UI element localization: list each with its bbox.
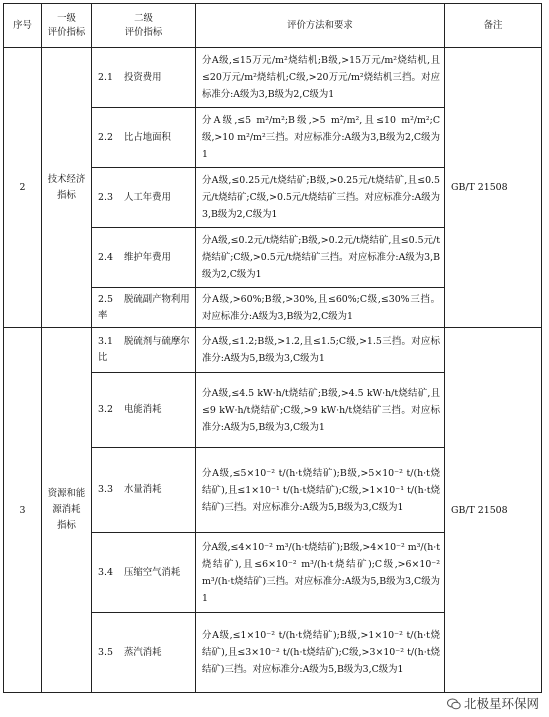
cell-no: 2 [4, 48, 42, 328]
wechat-icon [447, 698, 461, 710]
cell-level2 [92, 168, 196, 228]
item-number: 2.3 [98, 191, 113, 203]
header-level2: 二级 评价指标 [92, 4, 196, 48]
header-method: 评价方法和要求 [196, 4, 445, 48]
cell-level2 [92, 373, 196, 448]
item-number: 3.4 [98, 566, 113, 578]
cell-method: 分A级,≤0.25元/t烧结矿;B级,>0.25元/t烧结矿,且≤0.5元/t烧结矿;C级,>0.5元/t烧结矿三挡。对应标准分:A级为3,B级为2,C级为1 [196, 168, 445, 228]
cell-level2 [92, 613, 196, 693]
item-name: 投资费用 [124, 71, 162, 83]
table-row [4, 48, 542, 108]
header-no: 序号 [4, 4, 42, 48]
cell-method: 分A级,≤15万元/m²烧结机;B级,>15万元/m²烧结机,且≤20万元/m²烧结机;C级,>20万元/m²烧结机三挡。对应标准分:A级为3,B级为2,C级为1 [196, 48, 445, 108]
item-name: 压缩空气消耗 [124, 566, 181, 578]
cell-level2 [92, 48, 196, 108]
cell-method: 分A级,≤4.5 kW·h/t烧结矿;B级,>4.5 kW·h/t烧结矿,且≤9 kW·h/t烧结矿;C级,>9 kW·h/t烧结矿三挡。对应标准分:A级为5,B级为3,C级为1 [196, 373, 445, 448]
item-name: 人工年费用 [124, 191, 171, 203]
item-number: 3.2 [98, 404, 113, 415]
cell-method: 分A级,≤5×10⁻² t/(h·t烧结矿);B级,>5×10⁻² t/(h·t烧结矿),且≤1×10⁻¹ t/(h·t烧结矿);C级,>1×10⁻¹ t/(h·t烧结矿)三挡。对应标准分:A级为5,B级为3,C级为1 [196, 448, 445, 533]
item-name: 脱硫剂与硫摩尔比 [98, 336, 190, 363]
header-level1: 一级 评价指标 [42, 4, 92, 48]
cell-level2 [92, 448, 196, 533]
cell-level2 [92, 328, 196, 373]
item-name: 比占地面积 [124, 131, 171, 143]
cell-note: GB/T 21508 [445, 48, 542, 328]
watermark [445, 693, 541, 713]
item-name: 电能消耗 [124, 404, 162, 415]
cell-level1: 资源和能源消耗 指标 [42, 328, 92, 693]
item-name: 脱硫副产物利用率 [98, 293, 190, 321]
header-row [4, 4, 542, 48]
cell-method: 分A级,≤4×10⁻² m³/(h·t烧结矿);B级,>4×10⁻² m³/(h·t烧结矿),且≤6×10⁻² m³/(h·t烧结矿);C级,>6×10⁻² m³/(h·t烧结矿)三挡。对应标准分:A级为5,B级为3,C级为1 [196, 533, 445, 613]
item-number: 3.1 [98, 336, 113, 347]
item-number: 2.4 [98, 251, 113, 263]
item-number: 3.5 [98, 646, 113, 658]
item-number: 3.3 [98, 484, 113, 495]
cell-level2 [92, 108, 196, 168]
header-note: 备注 [445, 4, 542, 48]
item-number: 2.2 [98, 131, 113, 143]
cell-method: 分A级,≤1.2;B级,>1.2,且≤1.5;C级,>1.5三挡。对应标准分:A级为5,B级为3,C级为1 [196, 328, 445, 373]
cell-level2 [92, 228, 196, 288]
cell-method: 分A级,≤0.2元/t烧结矿;B级,>0.2元/t烧结矿,且≤0.5元/t烧结矿;C级,>0.5元/t烧结矿三挡。对应标准分:A级为3,B级为2,C级为1 [196, 228, 445, 288]
cell-level2 [92, 288, 196, 328]
table-row [4, 328, 542, 373]
item-number: 2.5 [98, 293, 113, 305]
item-name: 蒸汽消耗 [124, 646, 162, 658]
cell-note: GB/T 21508 [445, 328, 542, 693]
cell-method: 分A级,≤5 m²/m²;B级,>5 m²/m²,且≤10 m²/m²;C级,>10 m²/m²三挡。对应标准分:A级为3,B级为2,C级为1 [196, 108, 445, 168]
cell-level2 [92, 533, 196, 613]
cell-method: 分A级,≤1×10⁻² t/(h·t烧结矿);B级,>1×10⁻² t/(h·t烧结矿),且≤3×10⁻² t/(h·t烧结矿);C级,>3×10⁻² t/(h·t烧结矿)三挡。对应标准分:A级为5,B级为3,C级为1 [196, 613, 445, 693]
cell-no: 3 [4, 328, 42, 693]
item-name: 水量消耗 [124, 484, 162, 495]
cell-method: 分A级,>60%;B级,>30%,且≤60%;C级,≤30%三挡。对应标准分:A级为3,B级为2,C级为1 [196, 288, 445, 328]
evaluation-table [3, 3, 542, 693]
item-number: 2.1 [98, 71, 113, 83]
item-name: 维护年费用 [124, 251, 171, 263]
watermark-text: 北极星环保网 [463, 696, 539, 711]
cell-level1: 技术经济 指标 [42, 48, 92, 328]
